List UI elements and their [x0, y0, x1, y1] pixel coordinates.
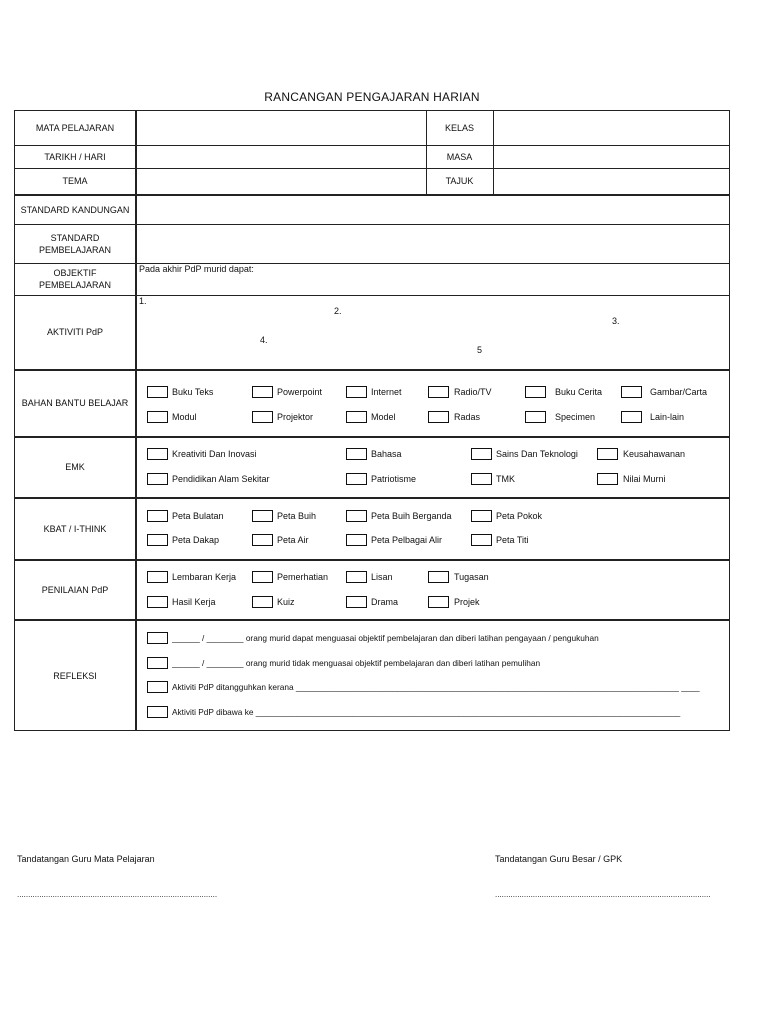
checkbox-lain-lain[interactable] [621, 411, 642, 423]
option-label: Sains Dan Teknologi [496, 449, 578, 459]
checkbox-peta-pokok[interactable] [471, 510, 492, 522]
label-column-divider [135, 111, 137, 731]
option-label: Radio/TV [454, 387, 492, 397]
checkbox-lisan[interactable] [346, 571, 367, 583]
checkbox-model[interactable] [346, 411, 367, 423]
checkbox-nilai-murni[interactable] [597, 473, 618, 485]
label-standard-pembelajaran: STANDARD PEMBELAJARAN [38, 232, 112, 255]
checkbox-keusahawanan[interactable] [597, 448, 618, 460]
label-masa: MASA [446, 151, 473, 162]
checkbox-kuiz[interactable] [252, 596, 273, 608]
option-label: Peta Bulatan [172, 511, 224, 521]
checkbox-modul[interactable] [147, 411, 168, 423]
checkbox-kreativiti[interactable] [147, 448, 168, 460]
checkbox-specimen[interactable] [525, 411, 546, 423]
checkbox-peta-dakap[interactable] [147, 534, 168, 546]
checkbox-peta-bulatan[interactable] [147, 510, 168, 522]
row-divider [15, 224, 729, 225]
checkbox-refleksi-tidak-menguasai[interactable] [147, 657, 168, 669]
label-tarikh-hari: TARIKH / HARI [44, 151, 106, 162]
checkbox-sains-teknologi[interactable] [471, 448, 492, 460]
checkbox-patriotisme[interactable] [346, 473, 367, 485]
option-label: TMK [496, 474, 515, 484]
option-label: Specimen [555, 412, 596, 422]
signature-label-guru-besar: Tandatangan Guru Besar / GPK [495, 854, 623, 864]
checkbox-buku-teks[interactable] [147, 386, 168, 398]
option-label: Nilai Murni [623, 474, 666, 484]
checkbox-peta-titi[interactable] [471, 534, 492, 546]
label-tema: TEMA [62, 176, 88, 186]
label-kbat-ithink: KBAT / I-THINK [43, 523, 107, 534]
checkbox-drama[interactable] [346, 596, 367, 608]
option-label: Pendidikan Alam Sekitar [172, 474, 270, 484]
checkbox-peta-air[interactable] [252, 534, 273, 546]
option-label: Peta Titi [496, 535, 529, 545]
checkbox-alam-sekitar[interactable] [147, 473, 168, 485]
label-standard-kandungan: STANDARD KANDUNGAN [20, 204, 130, 215]
option-label: Keusahawanan [623, 449, 686, 459]
checkbox-peta-buih-berganda[interactable] [346, 510, 367, 522]
option-label: Peta Buih [277, 511, 317, 521]
aktiviti-number: 1. [139, 296, 147, 306]
label-bahan-bantu-belajar: BAHAN BANTU BELAJAR [21, 398, 129, 408]
option-label: Peta Pelbagai Alir [371, 535, 443, 545]
option-label: Hasil Kerja [172, 597, 216, 607]
option-label: Model [371, 412, 396, 422]
checkbox-powerpoint[interactable] [252, 386, 273, 398]
checkbox-projektor[interactable] [252, 411, 273, 423]
checkbox-refleksi-dibawa-ke[interactable] [147, 706, 168, 718]
aktiviti-number: 5 [477, 345, 483, 355]
label-tajuk: TAJUK [445, 176, 474, 186]
label-objektif-pembelajaran: OBJEKTIF PEMBELAJARAN [38, 268, 112, 290]
checkbox-peta-buih[interactable] [252, 510, 273, 522]
signature-label-guru: Tandatangan Guru Mata Pelajaran [17, 854, 155, 864]
option-label: Peta Dakap [172, 535, 220, 545]
checkbox-radio-tv[interactable] [428, 386, 449, 398]
checkbox-internet[interactable] [346, 386, 367, 398]
option-label: Gambar/Carta [650, 387, 708, 397]
checkbox-gambar-carta[interactable] [621, 386, 642, 398]
refleksi-line: Aktiviti PdP ditangguhkan kerana ___________________________________________________________________________________ ____ [172, 682, 700, 692]
option-label: Projektor [277, 412, 314, 422]
page-title: RANCANGAN PENGAJARAN HARIAN [264, 90, 480, 104]
label-emk: EMK [65, 462, 85, 472]
checkbox-buku-cerita[interactable] [525, 386, 546, 398]
checkbox-lembaran-kerja[interactable] [147, 571, 168, 583]
option-label: Lain-lain [650, 412, 685, 422]
checkbox-refleksi-ditangguhkan[interactable] [147, 681, 168, 693]
checkbox-peta-pelbagai-alir[interactable] [346, 534, 367, 546]
aktiviti-number: 3. [612, 316, 620, 326]
rph-form-table [14, 110, 730, 731]
refleksi-line: ______ / ________ orang murid tidak menguasai objektif pembelajaran dan diberi latihan pemulihan [172, 658, 541, 668]
option-label: Peta Air [277, 535, 309, 545]
refleksi-line: ______ / ________ orang murid dapat menguasai objektif pembelajaran dan diberi latihan pengayaan / pengukuhan [172, 633, 599, 643]
option-label: Internet [371, 387, 402, 397]
row-divider [15, 263, 729, 264]
option-label: Kuiz [277, 597, 295, 607]
checkbox-projek[interactable] [428, 596, 449, 608]
label-aktiviti-pdp: AKTIVITI PdP [46, 327, 104, 337]
checkbox-pemerhatian[interactable] [252, 571, 273, 583]
option-label: Modul [172, 412, 197, 422]
signature-line-guru-besar[interactable]: ................................................................................................. [495, 890, 711, 899]
label-penilaian-pdp: PENILAIAN PdP [41, 584, 109, 595]
option-label: Peta Buih Berganda [371, 511, 452, 521]
option-label: Projek [454, 597, 480, 607]
checkbox-tmk[interactable] [471, 473, 492, 485]
refleksi-line: Aktiviti PdP dibawa ke ____________________________________________________________________________________________ [172, 707, 681, 717]
checkbox-hasil-kerja[interactable] [147, 596, 168, 608]
option-label: Powerpoint [277, 387, 323, 397]
option-label: Lembaran Kerja [172, 572, 237, 582]
option-label: Pemerhatian [277, 572, 329, 582]
option-label: Buku Cerita [555, 387, 603, 397]
label-refleksi: REFLEKSI [53, 670, 97, 681]
checkbox-tugasan[interactable] [428, 571, 449, 583]
option-label: Lisan [371, 572, 393, 582]
option-label: Kreativiti Dan Inovasi [172, 449, 257, 459]
option-label: Bahasa [371, 449, 402, 459]
signature-line-guru[interactable]: .......................................................................................... [17, 890, 218, 899]
option-label: Patriotisme [371, 474, 417, 484]
checkbox-refleksi-menguasai[interactable] [147, 632, 168, 644]
option-label: Radas [454, 412, 481, 422]
option-label: Tugasan [454, 572, 489, 582]
checkbox-bahasa[interactable] [346, 448, 367, 460]
label-mata-pelajaran: MATA PELAJARAN [35, 123, 115, 133]
checkbox-radas[interactable] [428, 411, 449, 423]
aktiviti-number: 4. [260, 335, 268, 345]
option-label: Drama [371, 597, 399, 607]
aktiviti-number: 2. [334, 306, 342, 316]
objektif-intro-text: Pada akhir PdP murid dapat: [139, 264, 254, 274]
option-label: Buku Teks [172, 387, 214, 397]
kelas-column-divider-right [493, 111, 494, 194]
label-kelas: KELAS [444, 123, 475, 133]
option-label: Peta Pokok [496, 511, 543, 521]
